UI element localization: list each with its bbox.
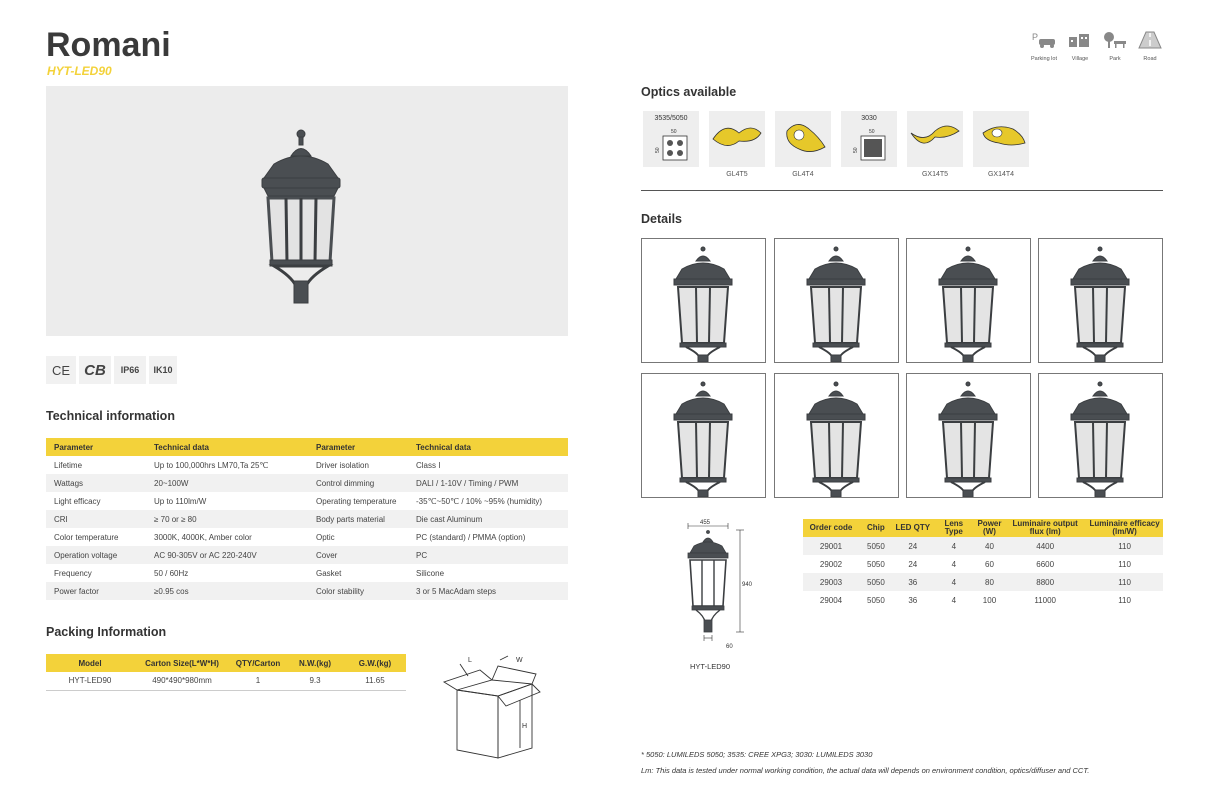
dimension-caption: HYT-LED90: [690, 662, 731, 671]
table-row: 29003 5050 36 4 80 8800 110: [803, 573, 1163, 591]
cell: 1: [230, 672, 286, 690]
cell: Color stability: [308, 582, 408, 600]
packing-table: [46, 654, 406, 691]
lens-icon: [775, 111, 831, 167]
detail-image: [774, 238, 899, 363]
chip-note: * 5050: LUMILEDS 5050; 3535: CREE XPG3; 3030: LUMILEDS 3030: [641, 750, 873, 759]
table-row: [46, 474, 568, 492]
technical-table: [46, 438, 568, 600]
table-row: 29002 5050 24 4 60 6600 110: [819, 559, 1131, 569]
column-header: Technical data: [146, 438, 308, 456]
column-header: Luminaire output flux (lm): [1004, 519, 1086, 537]
column-header: Luminaire efficacy (lm/W): [1086, 519, 1163, 537]
detail-image: [1038, 238, 1163, 363]
cell: Color temperature: [54, 532, 119, 542]
product-image: [46, 86, 568, 336]
optic-lens-gl4t4: [775, 111, 831, 167]
box-height-label: H: [522, 723, 528, 730]
column-header: Parameter: [46, 438, 146, 456]
cell: Wattags: [46, 474, 146, 492]
cell: 3 or 5 MacAdam steps: [408, 582, 568, 600]
cell: Body parts material: [308, 510, 408, 528]
column-header: Technical data: [408, 438, 568, 456]
column-header: G.W.(kg): [344, 654, 406, 672]
cb-mark: CB: [79, 356, 111, 384]
table-row: [46, 546, 568, 564]
cell: DALI / 1-10V / Timing / PWM: [408, 474, 568, 492]
base-dimension: 60: [726, 644, 733, 650]
cell: Gasket: [316, 568, 342, 578]
optic-lens-gl4t5: [709, 111, 765, 167]
app-parking-lot: P Parking lot: [1031, 32, 1057, 62]
cell: Control dimming: [308, 474, 408, 492]
table-row: [46, 582, 568, 600]
svg-text:50: 50: [869, 129, 875, 135]
park-icon: [1102, 31, 1128, 49]
details-heading: Details: [641, 212, 682, 226]
column-header: Lens Type: [933, 519, 975, 537]
chip-layout-icon: [847, 127, 893, 165]
cell: 9.3: [286, 672, 344, 690]
cell: Frequency: [54, 568, 92, 578]
cell: ≥0.95 cos: [146, 582, 308, 600]
app-park: Park: [1101, 31, 1129, 62]
cell: -35℃~50℃ / 10% ~95% (humidity): [416, 496, 543, 506]
cell: Up to 110lm/W: [154, 496, 207, 506]
product-title: Romani: [46, 26, 171, 64]
column-header: Power (W): [975, 519, 1004, 537]
cell: Operation voltage: [46, 546, 146, 564]
optics-heading: Optics available: [641, 85, 737, 99]
cell: 490*490*980mm: [134, 672, 230, 690]
table-row: [46, 528, 568, 546]
cell: Class I: [416, 460, 441, 470]
cell: 3000K, 4000K, Amber color: [154, 532, 252, 542]
table-header-row: [46, 654, 406, 672]
detail-image: [906, 238, 1031, 363]
column-header: Chip: [859, 519, 893, 537]
cell: Lifetime: [54, 460, 83, 470]
lens-label: GL4T5: [726, 171, 748, 178]
svg-text:50: 50: [853, 147, 859, 153]
column-header: Model: [46, 654, 134, 672]
box-length-label: L: [468, 657, 472, 664]
village-icon: [1067, 31, 1093, 49]
column-header: Order code: [803, 519, 859, 537]
optic-chip-3030: [841, 111, 897, 167]
lens-label: GX14T5: [921, 171, 949, 178]
svg-text:P: P: [1032, 32, 1039, 42]
table-row: [46, 564, 568, 582]
table-row: [46, 492, 568, 510]
box-width-label: W: [516, 657, 523, 664]
cell: PC (standard) / PMMA (option): [416, 532, 526, 542]
cell: Power factor: [46, 582, 146, 600]
cell: ≥ 70 or ≥ 80: [146, 510, 308, 528]
table-row: [46, 672, 406, 690]
ce-mark: CE: [46, 356, 76, 384]
order-table: [803, 519, 1163, 609]
cell: Light efficacy: [54, 496, 101, 506]
cell: AC 90-305V or AC 220-240V: [146, 546, 308, 564]
chip-layout-icon: [649, 127, 695, 165]
product-model: HYT-LED90: [47, 64, 112, 78]
width-dimension: 455: [700, 520, 711, 526]
lens-icon: [907, 111, 963, 167]
table-header-row: [803, 519, 1163, 537]
detail-image: [774, 373, 899, 498]
ik10-badge: IK10: [149, 356, 177, 384]
cell: Driver isolation: [316, 460, 369, 470]
street-lamp-image: [46, 86, 568, 336]
lens-label: GL4T4: [792, 171, 814, 178]
detail-image: [641, 238, 766, 363]
parking-lot-icon: [1031, 31, 1057, 49]
table-row: [46, 510, 568, 528]
column-header: QTY/Carton: [230, 654, 286, 672]
column-header: Parameter: [308, 438, 408, 456]
cell: Silicone: [416, 568, 445, 578]
table-row: [46, 456, 568, 474]
lens-icon: [709, 111, 765, 167]
lens-icon: [973, 111, 1029, 167]
cell: Die cast Aluminum: [408, 510, 568, 528]
detail-image: [906, 373, 1031, 498]
app-village: Village: [1066, 31, 1094, 62]
technical-heading: Technical information: [46, 409, 175, 423]
ip66-badge: IP66: [114, 356, 146, 384]
height-dimension: 940: [742, 582, 753, 588]
column-header: N.W.(kg): [286, 654, 344, 672]
cell: 20~100W: [146, 474, 308, 492]
optic-lens-gx14t4: [973, 111, 1029, 167]
cell: 11.65: [344, 672, 406, 690]
column-header: LED QTY: [893, 519, 933, 537]
packing-heading: Packing Information: [46, 625, 167, 639]
optic-lens-gx14t5: [907, 111, 963, 167]
carton-box-diagram: [440, 652, 550, 764]
dimension-drawing: [670, 518, 770, 658]
column-header: Carton Size(L*W*H): [134, 654, 230, 672]
cell: CRI: [46, 510, 146, 528]
table-row: 29001 5050 24 4 40 4400 110: [803, 537, 1163, 555]
road-icon: [1137, 31, 1163, 49]
svg-text:50: 50: [671, 129, 677, 135]
lumen-note: Lm: This data is tested under normal working condition, the actual data will depends on environment condition, optics/diffuser and CCT.: [641, 766, 1090, 775]
lens-label: GX14T4: [987, 171, 1015, 178]
cell: Cover: [308, 546, 408, 564]
svg-text:50: 50: [655, 147, 661, 153]
cell: 50 / 60Hz: [154, 568, 189, 578]
cell: HYT-LED90: [46, 672, 134, 690]
cell: Optic: [316, 532, 335, 542]
chip-label: 3535/5050: [654, 115, 688, 122]
detail-image: [641, 373, 766, 498]
divider: [641, 190, 1163, 191]
cell: Operating temperature: [316, 496, 397, 506]
cell: Up to 100,000hrs LM70,Ta 25℃: [154, 460, 269, 470]
optic-chip-3535-5050: [643, 111, 699, 167]
chip-label: 3030: [861, 115, 877, 122]
app-road: Road: [1136, 31, 1164, 62]
detail-image: [1038, 373, 1163, 498]
table-row: 29004 5050 36 4 100 11000 110: [819, 595, 1131, 605]
cell: PC: [408, 546, 568, 564]
table-header-row: [46, 438, 568, 456]
